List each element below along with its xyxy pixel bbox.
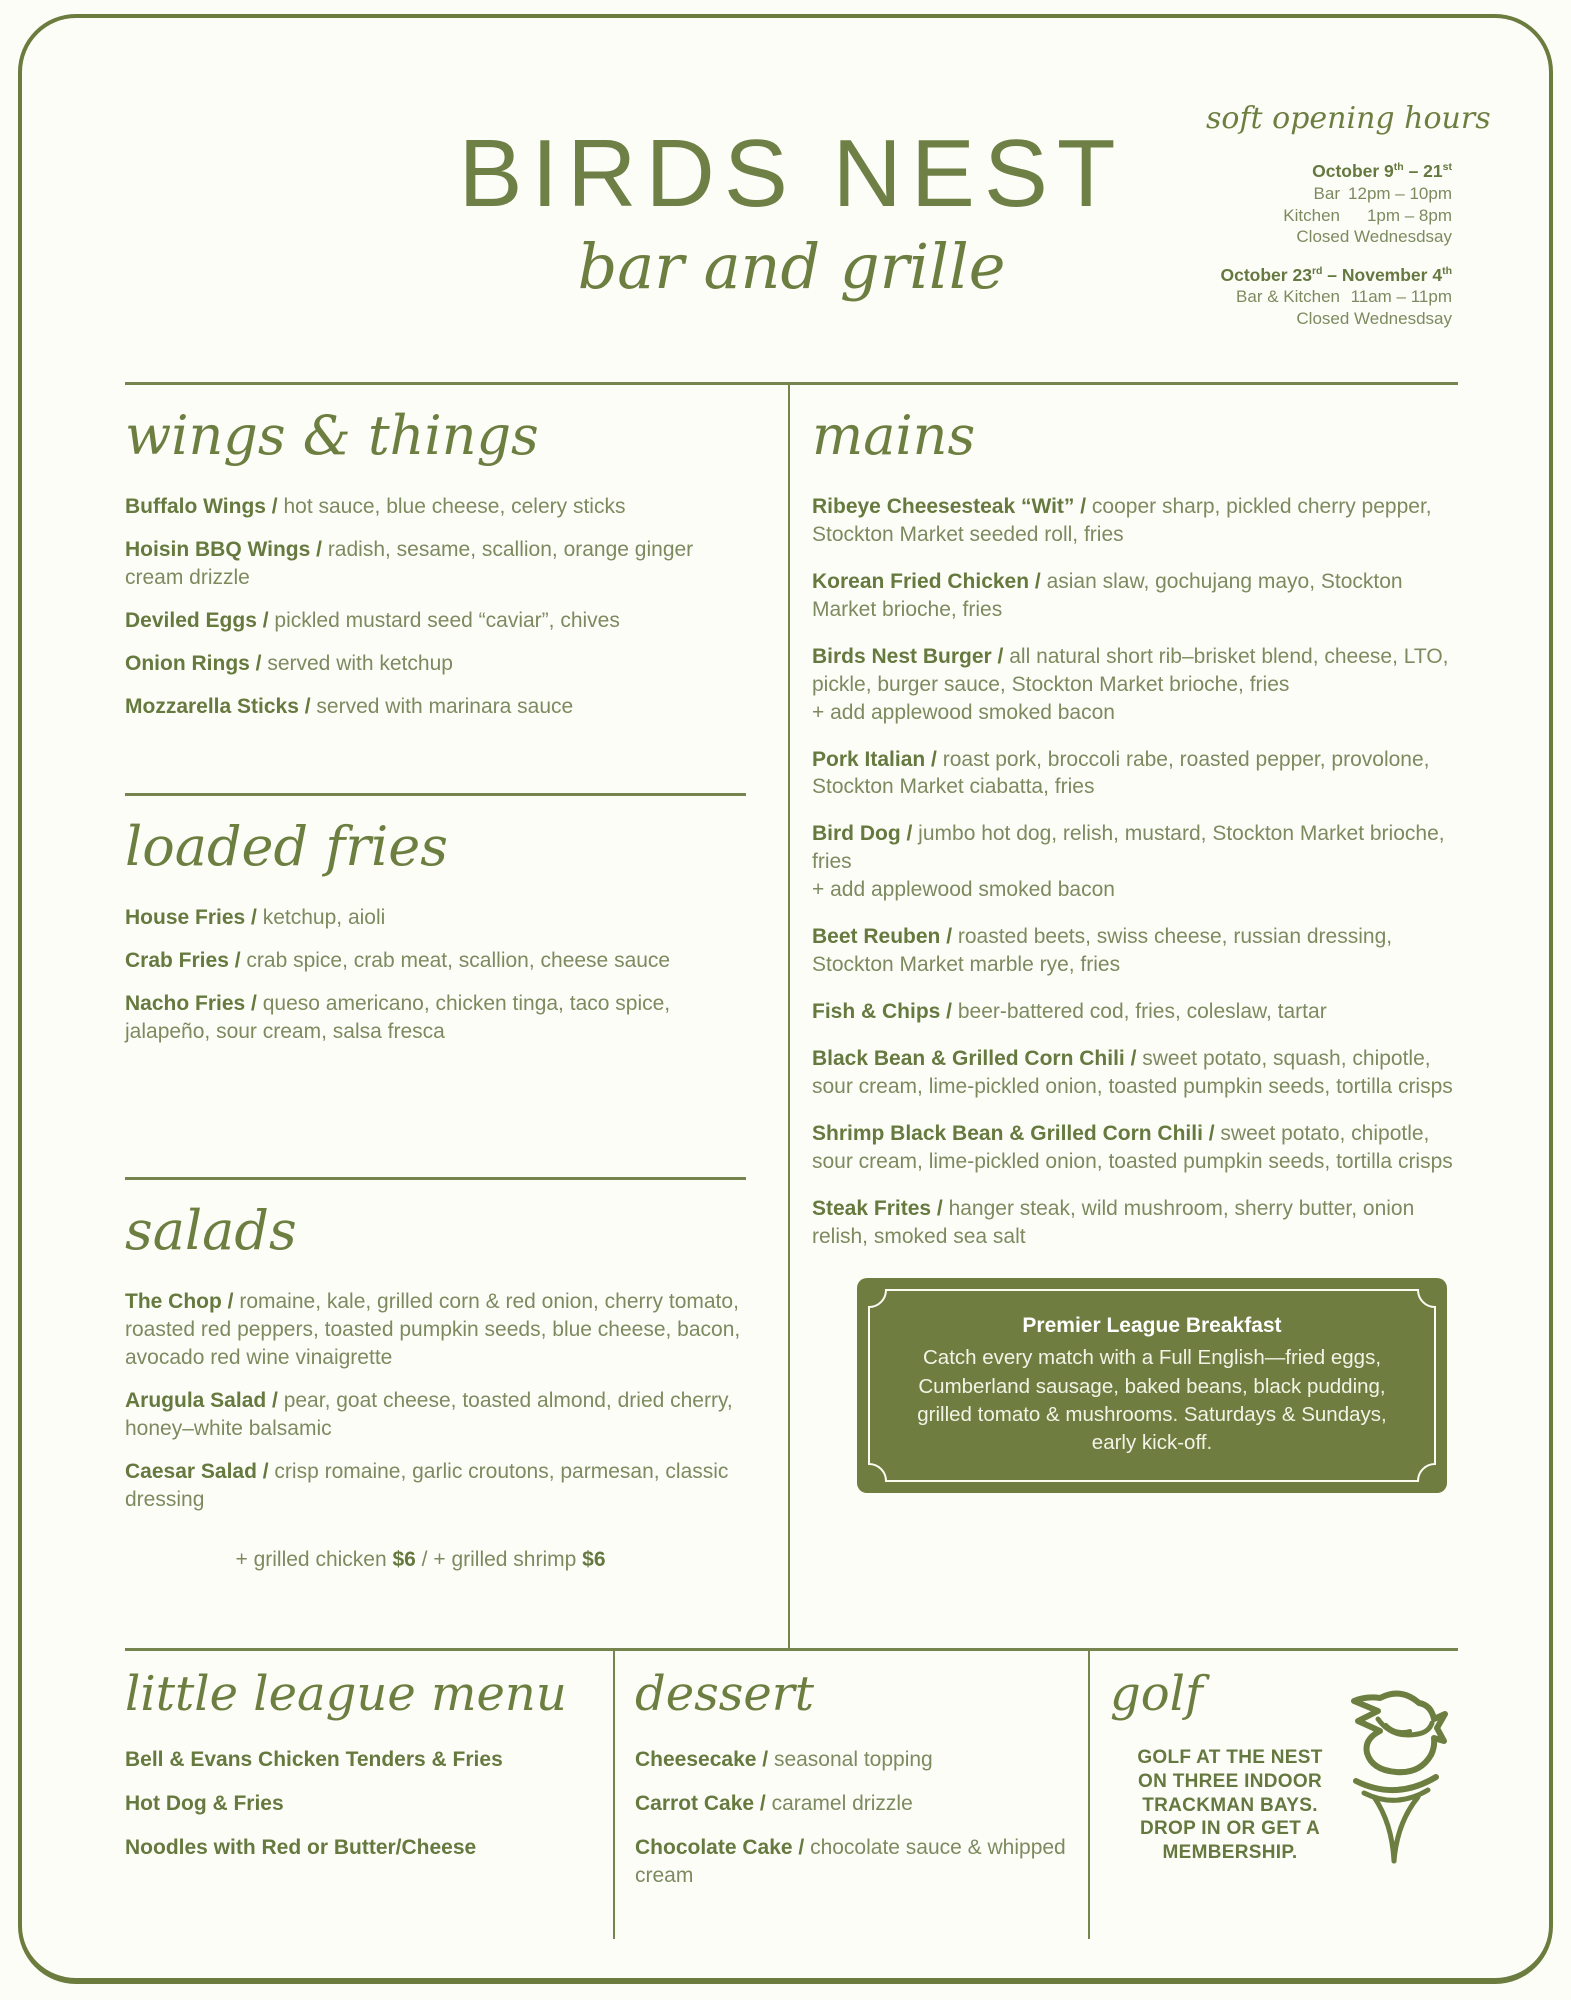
item-description: crab spice, crab meat, scallion, cheese sauce [246,949,671,973]
left-column [125,385,790,1648]
bird-on-tee-icon [1334,1673,1454,1873]
item-name: Hoisin BBQ Wings / [125,538,328,562]
item-description: crisp romaine, garlic croutons, parmesan, classic dressing [125,1459,729,1511]
section-loaded-fries [125,816,746,1177]
section-wings-and-things [125,405,746,793]
item-name: Caesar Salad / [125,1459,275,1483]
hours-date-range: October 23rd – November 4th [1220,265,1452,286]
item-description: seasonal topping [773,1748,933,1772]
menu-item [635,1790,1088,1818]
item-description: served with marinara sauce [316,694,574,718]
section-heading: salads [125,1199,297,1262]
item-description: pear, goat cheese, toasted almond, dried cherry, honey–white balsamic [125,1388,733,1440]
breakfast-card-title: Premier League Breakfast [1022,1314,1282,1338]
menu-item [125,693,746,721]
section-divider [125,1177,746,1180]
menu-item [125,1387,746,1443]
item-description: chocolate sauce & whipped cream [635,1836,1066,1887]
header [125,0,1491,382]
section-heading: wings & things [125,404,539,467]
item-list [812,493,1458,1250]
menu-item [812,1120,1458,1176]
menu-item [812,746,1458,802]
hours-date-range: October 9th – 21st [1312,161,1452,182]
hours-row: Bar & Kitchen 11am – 11pm [1236,287,1452,307]
item-name: Noodles with Red or Butter/Cheese [125,1836,477,1860]
hours-closed-note: Closed Wednesdsay [1296,227,1452,247]
item-name: House Fries / [125,906,263,930]
menu-item [125,1288,746,1372]
item-description: sweet potato, squash, chipotle, sour cream, lime-pickled onion, toasted pumpkin seeds, tortilla crisps [812,1046,1453,1098]
menu-item [125,1790,613,1818]
item-name: Bell & Evans Chicken Tenders & Fries [125,1748,503,1772]
item-description: radish, sesame, scallion, orange ginger cream drizzle [125,538,694,589]
section-heading: golf [1110,1666,1203,1722]
item-description: jumbo hot dog, relish, mustard, Stockton Market brioche, fries [812,822,1445,874]
section-heading: loaded fries [125,815,448,878]
menu-item [125,1834,613,1862]
hours-rows [1206,286,1458,308]
menu-item [125,493,746,521]
item-name: Mozzarella Sticks / [125,694,317,718]
item-name: Arugula Salad / [125,1388,284,1412]
item-name: Steak Frites / [812,1196,949,1220]
item-list [635,1746,1088,1890]
menu-item [125,947,746,975]
item-name: Pork Italian / [812,747,943,771]
item-addon: + add applewood smoked bacon [812,878,1115,902]
item-description: caramel drizzle [771,1792,913,1816]
item-name: Cheesecake / [635,1748,774,1772]
item-description: queso americano, chicken tinga, taco spice, jalapeño, sour cream, salsa fresca [125,991,671,1043]
menu-page [125,0,1491,1939]
item-list [125,1746,613,1862]
item-description: all natural short rib–brisket blend, cheese, LTO, pickle, burger sauce, Stockton Market brioche, fries [812,644,1449,696]
breakfast-card-body: Catch every match with a Full English—fried eggs, Cumberland sausage, baked beans, black pudding, grilled tomato & mushrooms. Saturdays & Sundays, early kick-off. [917,1346,1387,1455]
section-little-league [125,1651,615,1939]
golf-note: GOLF AT THE NEST ON THREE INDOOR TRACKMAN BAYS. DROP IN OR GET A MEMBERSHIP. [1137,1747,1323,1864]
menu-item [812,923,1458,979]
item-description: asian slaw, gochujang mayo, Stockton Market brioche, fries [812,569,1403,621]
section-golf [1090,1651,1458,1939]
hours-block-1 [1206,160,1458,248]
item-name: Chocolate Cake / [635,1836,811,1860]
item-description: beer-battered cod, fries, coleslaw, tartar [957,1000,1327,1023]
right-column [790,385,1458,1648]
item-name: Bird Dog / [812,822,919,846]
section-divider [125,793,746,796]
menu-item [812,568,1458,624]
section-mains [812,405,1458,1250]
item-description: ketchup, aioli [262,906,386,930]
menu-item [125,607,746,635]
section-heading: mains [812,404,976,467]
item-description: served with ketchup [267,651,453,675]
item-name: Fish & Chips / [812,1000,958,1023]
footer-sections [125,1651,1458,1939]
section-salads [125,1200,746,1572]
section-heading: little league menu [125,1666,567,1722]
menu-body [125,385,1458,1648]
restaurant-name: BIRDS NEST [458,120,1125,227]
item-description: hot sauce, blue cheese, celery sticks [283,495,626,519]
item-name: Beet Reuben / [812,925,958,949]
salad-addons: + grilled chicken $6 / + grilled shrimp $6 [235,1547,606,1571]
menu-item [812,820,1458,904]
item-name: The Chop / [125,1290,240,1314]
section-dessert [615,1651,1090,1939]
hours-rows [1206,183,1458,227]
menu-item [812,998,1458,1026]
hours-heading: soft opening hours [1206,101,1491,136]
menu-item [635,1834,1088,1890]
menu-item [125,990,746,1046]
item-description: roast pork, broccoli rabe, roasted pepper, provolone, Stockton Market ciabatta, fries [812,747,1430,799]
item-name: Ribeye Cheesesteak “Wit” / [812,495,1092,519]
item-description: sweet potato, chipotle, sour cream, lime-pickled onion, toasted pumpkin seeds, tortilla crisps [812,1121,1453,1173]
item-name: Onion Rings / [125,651,268,675]
menu-item [125,1746,613,1774]
item-name: Nacho Fries / [125,991,263,1015]
item-name: Buffalo Wings / [125,495,284,519]
item-name: Carrot Cake / [635,1792,772,1816]
item-name: Deviled Eggs / [125,608,275,632]
item-description: hanger steak, wild mushroom, sherry butter, onion relish, smoked sea salt [812,1196,1415,1248]
menu-item [125,904,746,932]
menu-item [635,1746,1088,1774]
item-description: romaine, kale, grilled corn & red onion, cherry tomato, roasted red peppers, toasted pumpkin seeds, blue cheese, bacon, avocado red wine vinaigrette [125,1290,741,1369]
menu-item [125,650,746,678]
item-name: Black Bean & Grilled Corn Chili / [812,1046,1143,1070]
item-list [125,493,746,721]
menu-item [125,536,746,592]
menu-item [812,493,1458,549]
item-name: Crab Fries / [125,949,247,973]
opening-hours-panel [1206,100,1491,346]
item-description: roasted beets, swiss cheese, russian dressing, Stockton Market marble rye, fries [812,925,1393,977]
item-name: Birds Nest Burger / [812,644,1010,668]
menu-item [812,1045,1458,1101]
menu-item [812,1195,1458,1251]
item-name: Korean Fried Chicken / [812,569,1047,593]
item-addon: + add applewood smoked bacon [812,700,1115,724]
hours-block-2 [1206,264,1458,330]
item-list [125,1288,746,1513]
item-list [125,904,746,1046]
hours-row: Bar 12pm – 10pm [1313,183,1452,203]
menu-item [125,1458,746,1514]
item-description: cooper sharp, pickled cherry pepper, Stockton Market seeded roll, fries [812,495,1432,547]
item-description: pickled mustard seed “caviar”, chives [274,608,620,632]
restaurant-subtitle: bar and grille [577,230,1006,303]
section-heading: dessert [635,1666,815,1722]
hours-closed-note: Closed Wednesdsay [1296,309,1452,329]
hours-row: Kitchen 1pm – 8pm [1283,205,1452,225]
item-name: Shrimp Black Bean & Grilled Corn Chili / [812,1121,1221,1145]
menu-item [812,643,1458,727]
premier-league-breakfast-card [857,1278,1447,1493]
item-name: Hot Dog & Fries [125,1792,284,1816]
